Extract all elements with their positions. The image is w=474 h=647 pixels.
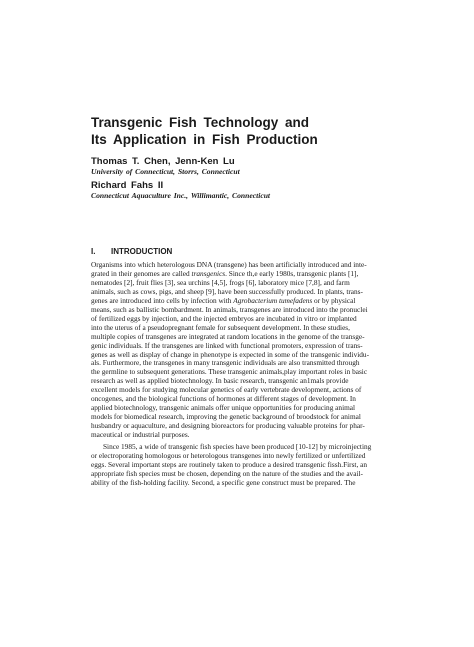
author-names: Thomas T. Chen, Jenn-Ken Lu bbox=[91, 156, 235, 167]
paragraph-line: oncogenes, and the biological functions of hormones at different stages of development. In bbox=[91, 395, 356, 404]
paragraph-line: of fertilized eggs by injection, and the injected embryos are incubated in vitro or implanted bbox=[91, 314, 357, 323]
paragraph-1 bbox=[91, 261, 388, 440]
paragraph-line: maceutical or industrial purposes. bbox=[91, 431, 190, 440]
paragraph-line: multiple copies of transgenes are integrated at random locations in the genome of the transge- bbox=[91, 332, 365, 341]
author-block-2 bbox=[91, 180, 411, 200]
paragraph-line: research as well as applied biotechnology. In basic research, transgenic an1mals provide bbox=[91, 377, 349, 386]
paragraph-line: Organisms into which heterologous DNA (transgene) has been artificially introduced and inte- bbox=[91, 261, 367, 269]
paragraph-line: ability of the fish-holding facility. Second, a specific gene construct must be prepared. The bbox=[91, 478, 356, 487]
section-title: INTRODUCTION bbox=[111, 247, 173, 256]
author-names: Richard Fahs II bbox=[91, 180, 164, 191]
paragraph-line: grated in their genomes are called transgenics. Since th,e early 1980s, transgenic plants [1], bbox=[91, 269, 359, 278]
paragraph-line: genes as well as display of change in phenotype is expected in some of the transgenic individu- bbox=[91, 350, 370, 359]
paper-title bbox=[91, 114, 411, 148]
author-affiliation: University of Connecticut, Storrs, Connecticut bbox=[91, 167, 240, 176]
paragraph-line: applied biotechnology, transgenic animals offer unique opportunities for producing animal bbox=[91, 404, 356, 413]
paragraph-line: Since 1985, a wide of transgenic fish species have been produced [10-12] by microinjecting bbox=[103, 443, 372, 452]
title-line-2: Its Application in Fish Production bbox=[91, 132, 318, 147]
paragraph-line: the germline to subsequent generations. These transgenic animals,play important roles in basic bbox=[91, 368, 368, 377]
body-text bbox=[91, 261, 388, 488]
author-block-1 bbox=[91, 156, 411, 176]
paragraph-line: nematodes [2], fruit flies [3], sea urchins [4,5], frogs [6], laboratory mice [7,8], and farm bbox=[91, 278, 350, 287]
paragraph-line: genic individuals. If the transgenes are linked with functional promoters, expression of trans- bbox=[91, 341, 363, 350]
paragraph-line: husbandry or aquaculture, and designing bioreactors for producing valuable proteins for phar- bbox=[91, 422, 365, 431]
paragraph-line: means, such as ballistic bombardment. In animals, transgenes are introduced into the pronuclei bbox=[91, 305, 368, 314]
paragraph-line: excellent models for studying molecular genetics of early vertebrate development, actions of bbox=[91, 386, 362, 395]
paragraph-line: genes are introduced into cells by infection with Agrobacterium tumefadens or by physical bbox=[91, 296, 356, 305]
italic-term: Agrobacterium tumefadens bbox=[233, 296, 313, 305]
paragraph-line: eggs. Several important steps are routinely taken to produce a desired transgenic fissh.First, an bbox=[91, 460, 367, 469]
paragraph-line: or electroporating homologous or heterologous transgenes into newly fertilized or unfertilized bbox=[91, 452, 366, 461]
paragraph-line: animals, such as cows, pigs, and sheep [9], have been successfully produced. In plants, trans- bbox=[91, 287, 363, 296]
paragraph-line: appropriate fish species must be chosen, depending on the nature of the studies and the avail- bbox=[91, 469, 363, 478]
paragraph-2 bbox=[91, 443, 388, 488]
paragraph-line: models for biomedical research, improving the genetic background of broodstock for animal bbox=[91, 413, 361, 422]
italic-term: transgenics bbox=[191, 269, 226, 278]
paragraph-line: into the uterus of a pseudopregnant female for subsequent development. In these studies, bbox=[91, 323, 350, 332]
paragraph-line: als. Furthermore, the transgenes in many transgenic individuals are also transmitted through bbox=[91, 359, 360, 368]
title-line-1: Transgenic Fish Technology and bbox=[91, 115, 310, 130]
section-heading bbox=[91, 247, 172, 257]
author-affiliation: Connecticut Aquaculture Inc., Willimantic, Connecticut bbox=[91, 191, 271, 200]
section-number: I. bbox=[91, 247, 96, 256]
